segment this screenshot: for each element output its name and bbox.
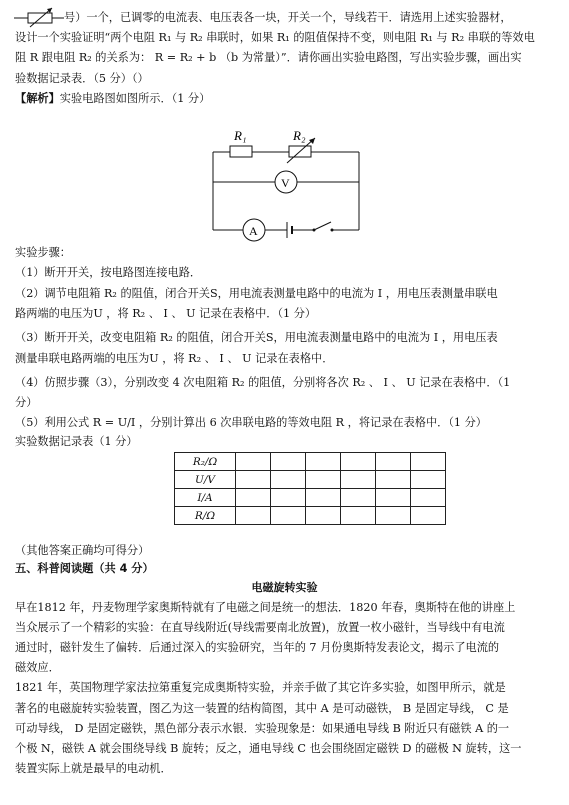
problem-line-4: 验数据记录表．（5 分）（） xyxy=(15,72,149,85)
circuit-diagram xyxy=(205,118,375,246)
step-5: （5）利用公式 R = U/I ，分别计算出 6 次串联电路的等效电阻 R ，将记录在表格中．（1 分） xyxy=(15,416,487,429)
reading-title: 电磁旋转实验 xyxy=(251,581,318,594)
table-row xyxy=(175,507,446,525)
paragraph-1-line-2: 当众展示了一个精彩的实验：在直导线附近(导线需要南北放置)，放置一枚小磁针，当导线中有电流 xyxy=(15,621,505,634)
ammeter-label: A xyxy=(249,224,258,238)
problem-line-2: 设计一个实验证明“两个电阻 R₁ 与 R₂ 串联时，如果 R₁ 的阻值保持不变，则电阻 R₁ 与 R₂ 串联的等效电 xyxy=(15,31,535,44)
paragraph-2-line-1: 1821 年，英国物理学家法拉第重复完成奥斯特实验，并亲手做了其它许多实验，如图甲所示，就是 xyxy=(15,681,506,694)
step-3-line-2: 测量串联电路两端的电压为U ，将 R₂ 、 I 、 U 记录在表格中． xyxy=(15,352,334,365)
problem-line-3: 阻 R 跟电阻 R₂ 的关系为： R = R₂ + b （b 为常量）”．请你画出实验电路图，写出实验步骤，画出实 xyxy=(15,51,522,64)
switch-symbol xyxy=(314,222,331,230)
paragraph-2-line-4: 个极 N，磁铁 A 就会围绕导线 B 旋转；反之，通电导线 C 也会围绕固定磁铁 D 的磁极 N 旋转，这一 xyxy=(15,742,522,755)
r2-label: R₂ xyxy=(293,128,306,143)
row-header-u: U/V xyxy=(175,471,236,489)
row-header-r2: R₂/Ω xyxy=(175,453,236,471)
table-row xyxy=(175,471,446,489)
steps-heading: 实验步骤： xyxy=(15,246,71,259)
paragraph-1-line-1: 早在1812 年，丹麦物理学家奥斯特就有了电磁之间是统一的想法．1820 年春，奥斯特在他的讲座上 xyxy=(15,601,516,614)
analysis-line xyxy=(15,91,557,106)
step-4-line-1: （4）仿照步骤（3），分别改变 4 次电阻箱 R₂ 的阻值，分别将各次 R₂ 、 I 、 U 记录在表格中．（1 xyxy=(15,376,511,389)
data-record-table xyxy=(174,452,446,525)
paragraph-2-line-3: 可动导线， D 是固定磁铁，黑色部分表示水银．实验现象是：如果通电导线 B 附近只有磁铁 A 的一 xyxy=(15,722,510,735)
paragraph-2-line-5: 装置实际上就是最早的电动机． xyxy=(15,762,172,775)
row-header-i: I/A xyxy=(175,489,236,507)
step-4-line-2: 分） xyxy=(15,396,38,409)
problem-line-1: 号）一个，已调零的电流表、电压表各一块，开关一个，导线若干．请选用上述实验器材， xyxy=(64,11,512,24)
paragraph-1-line-4: 磁效应． xyxy=(15,661,60,674)
resistor-r1 xyxy=(230,146,252,157)
paragraph-2-line-2: 著名的电磁旋转实验装置，图乙为这一装置的结构简图，其中 A 是可动磁铁， B 是固定导线， C 是 xyxy=(15,702,509,715)
row-header-r: R/Ω xyxy=(175,507,236,525)
analysis-text: 实验电路图如图所示．（1 分） xyxy=(59,92,211,105)
r1-label: R₁ xyxy=(234,128,247,143)
section-5-heading: 五、科普阅读题（共 4 分） xyxy=(15,562,154,575)
step-2-line-1: （2）调节电阻箱 R₂ 的阻值，闭合开关S，用电流表测量电路中的电流为 I ，用电压表测量串联电 xyxy=(15,287,498,300)
step-3-line-1: （3）断开开关，改变电阻箱 R₂ 的阻值，闭合开关S，用电流表测量电路中的电流为 I ，用电压表 xyxy=(15,331,498,344)
step-2-line-2: 路两端的电压为U ，将 R₂ 、 I 、 U 记录在表格中．（1 分） xyxy=(15,307,317,320)
step-1: （1）断开开关，按电路图连接电路． xyxy=(15,266,202,279)
voltmeter-label: V xyxy=(281,176,290,190)
answer-note: （其他答案正确均可得分） xyxy=(15,544,150,557)
table-row xyxy=(175,453,446,471)
paragraph-1-line-3: 通过时，磁针发生了偏转．后通过深入的实验研究，当年的 7 月份奥斯特发表论文，揭示了电流的 xyxy=(15,641,500,654)
table-heading: 实验数据记录表（1 分） xyxy=(15,435,138,448)
analysis-label: 【解析】 xyxy=(15,92,60,105)
table-row xyxy=(175,489,446,507)
rheostat-symbol-icon xyxy=(14,5,66,31)
